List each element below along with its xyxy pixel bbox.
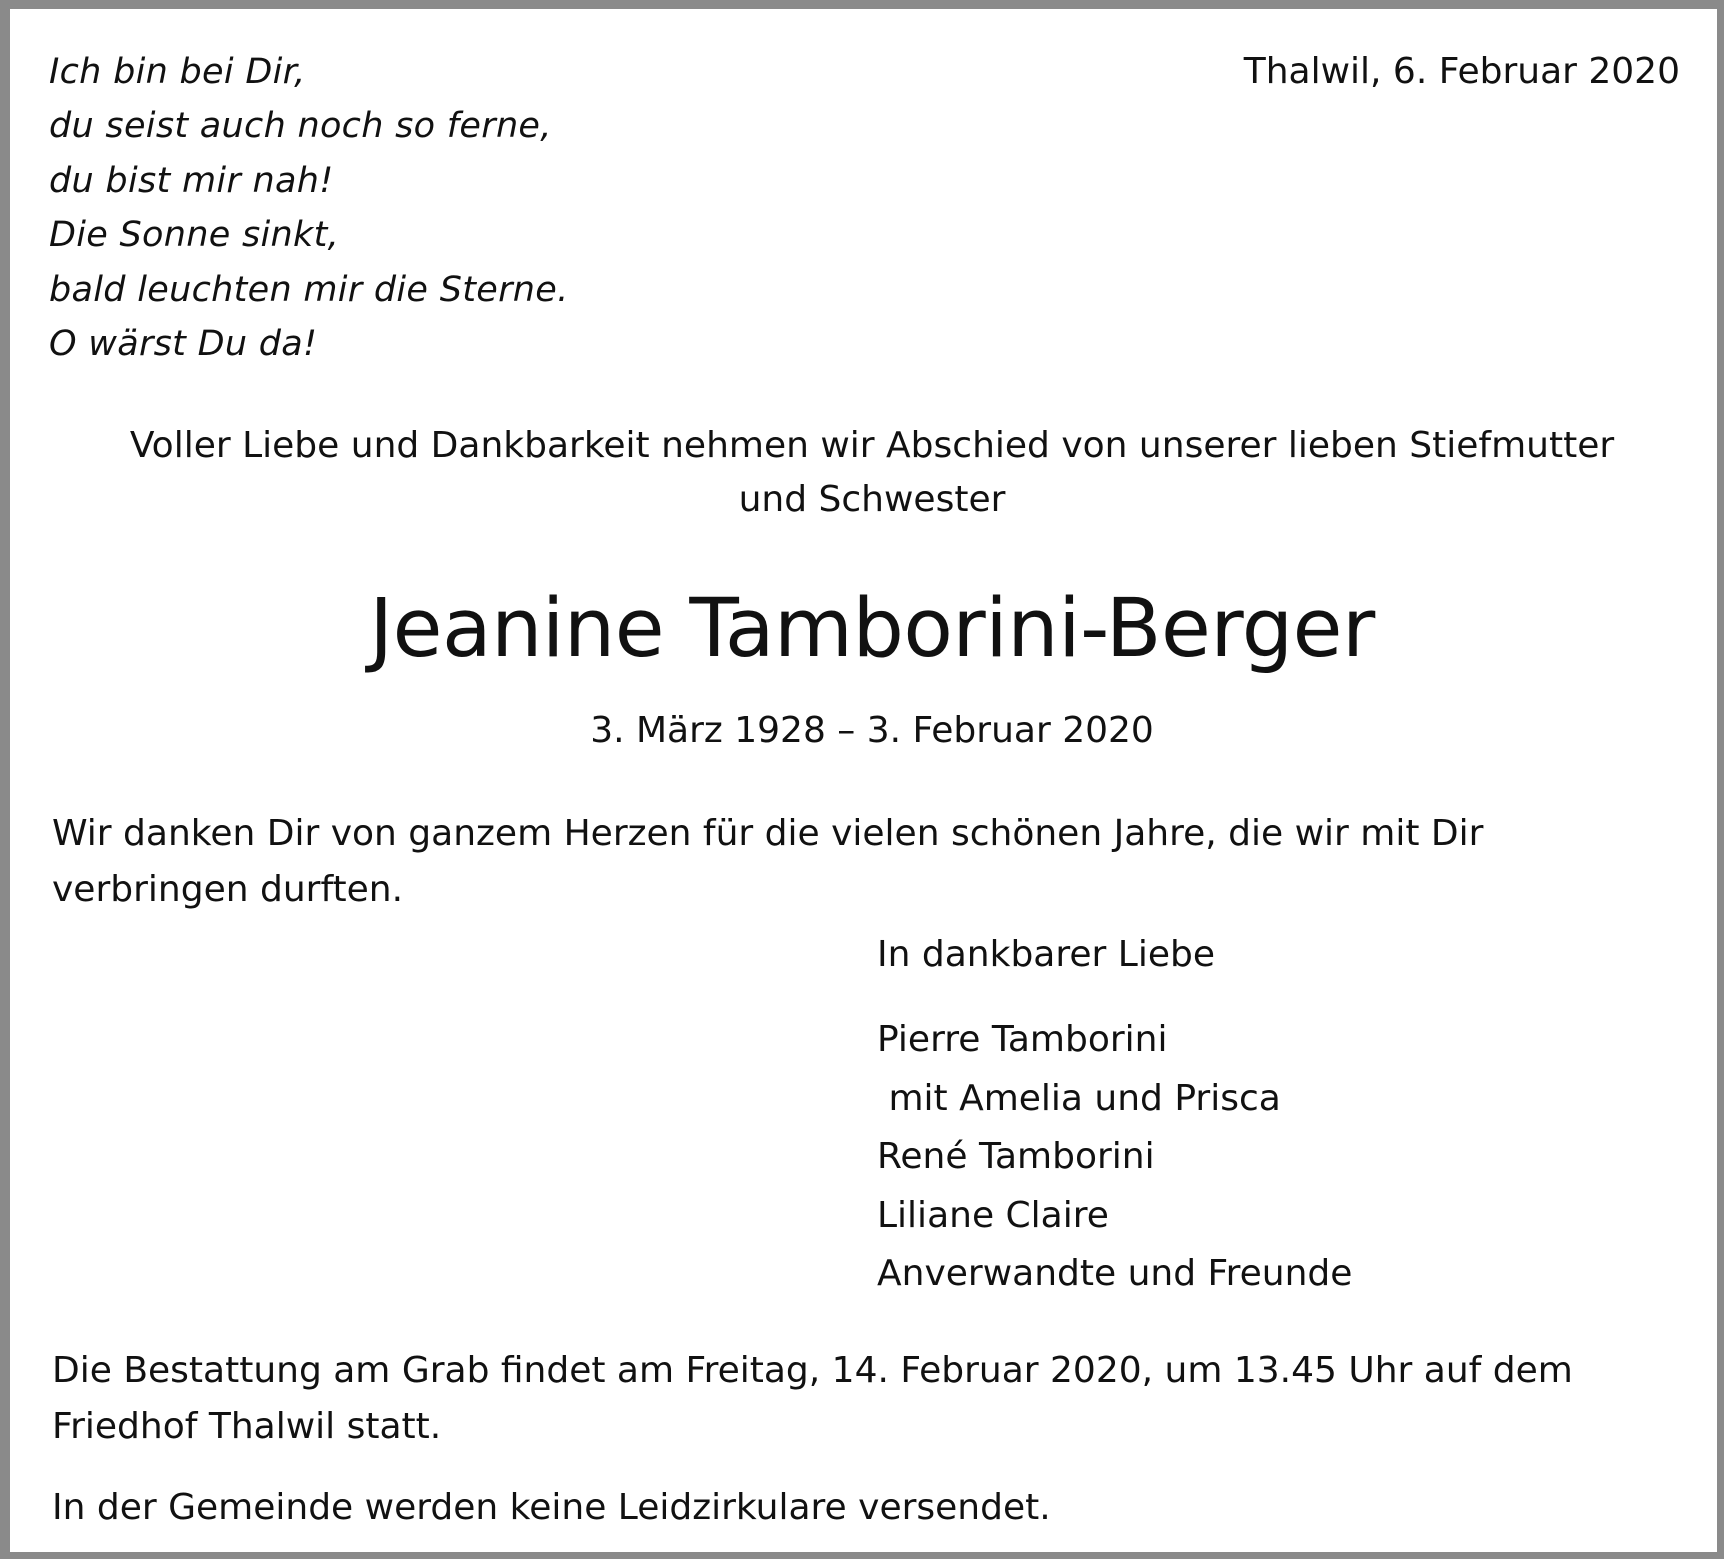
poem-line: Ich bin bei Dir, bbox=[49, 52, 306, 92]
poem bbox=[49, 45, 569, 371]
closing-phrase: In dankbarer Liebe bbox=[877, 934, 1215, 975]
thanks-line: verbringen durften. bbox=[52, 869, 404, 910]
thanks-line: Wir danken Dir von ganzem Herzen für die vielen schönen Jahre, die wir mit Dir bbox=[52, 813, 1484, 854]
circular-notice: In der Gemeinde werden keine Leidzirkulare versendet. bbox=[52, 1487, 1051, 1528]
poem-line: O wärst Du da! bbox=[49, 324, 318, 365]
deceased-name: Jeanine Tamborini-Berger bbox=[369, 582, 1375, 676]
life-dates: 3. März 1928 – 3. Februar 2020 bbox=[590, 710, 1154, 751]
funeral-line: Die Bestattung am Grab findet am Freitag, 14. Februar 2020, um 13.45 Uhr auf dem bbox=[52, 1350, 1573, 1391]
farewell-intro bbox=[70, 419, 1674, 527]
funeral-details bbox=[52, 1343, 1573, 1455]
poem-line: du seist auch noch so ferne, bbox=[49, 106, 552, 147]
mourner-entry: Pierre Tamborini bbox=[877, 1019, 1168, 1060]
mourner-entry: mit Amelia und Prisca bbox=[877, 1077, 1281, 1119]
place-and-date: Thalwil, 6. Februar 2020 bbox=[1243, 51, 1680, 92]
poem-line: du bist mir nah! bbox=[49, 160, 334, 201]
intro-line: Voller Liebe und Dankbarkeit nehmen wir Abschied von unserer lieben Stiefmutter bbox=[129, 425, 1615, 466]
mourner-entry: René Tamborini bbox=[877, 1136, 1155, 1177]
mourners-list bbox=[877, 1011, 1352, 1304]
mourner-entry: Anverwandte und Freunde bbox=[877, 1253, 1353, 1294]
thanks-paragraph bbox=[52, 806, 1483, 918]
mourner-entry: Liliane Claire bbox=[877, 1194, 1109, 1236]
poem-line: Die Sonne sinkt, bbox=[49, 215, 340, 256]
poem-line: bald leuchten mir die Sterne. bbox=[49, 269, 569, 310]
funeral-line: Friedhof Thalwil statt. bbox=[52, 1406, 442, 1447]
intro-line: und Schwester bbox=[738, 479, 1006, 520]
